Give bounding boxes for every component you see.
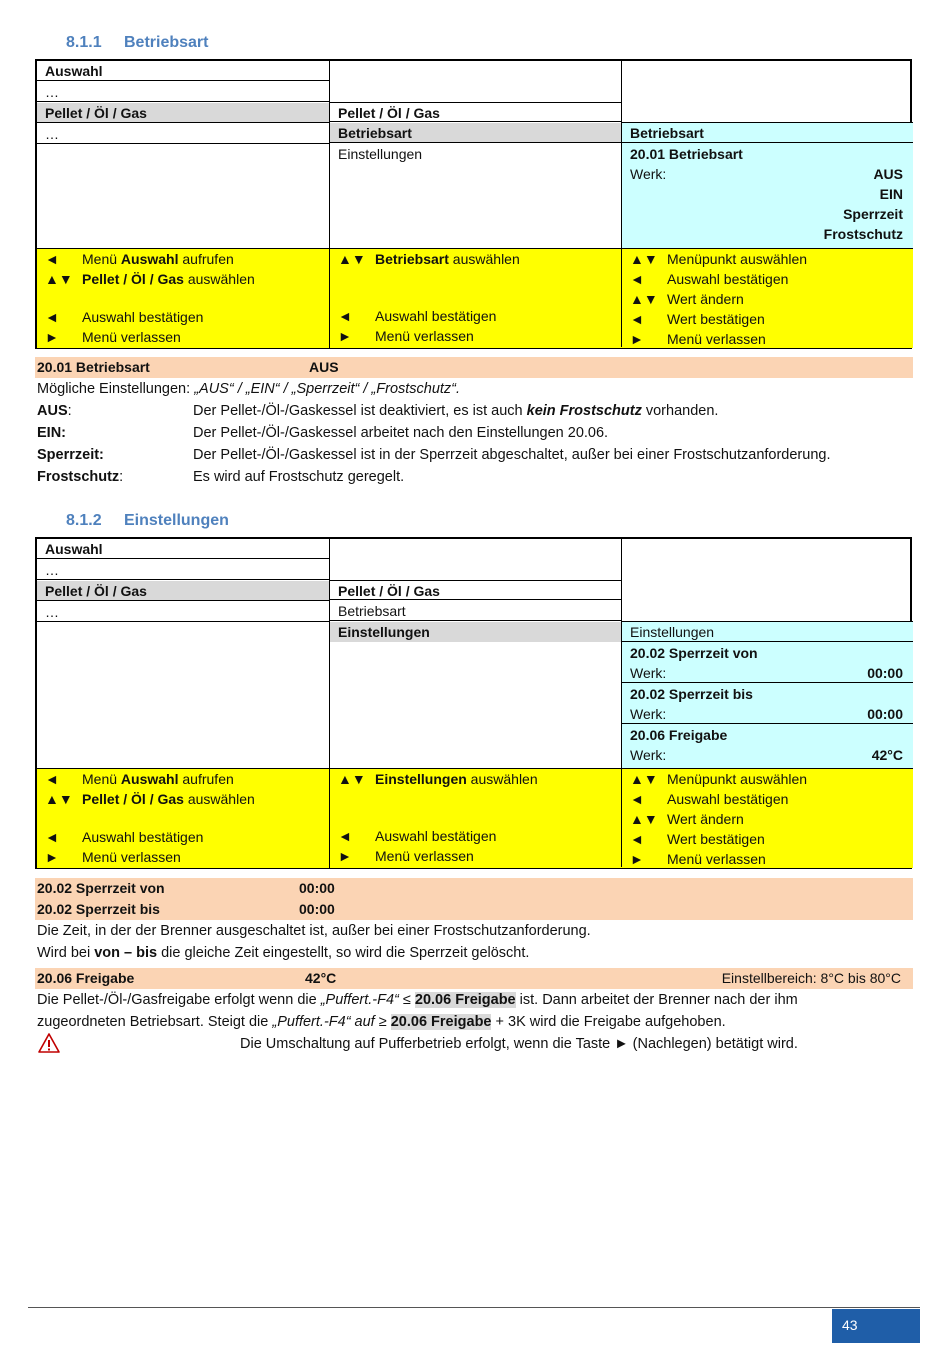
section-number: 8.1.1: [66, 34, 102, 51]
instructions-col-3: [622, 248, 913, 348]
band-row: [37, 899, 913, 920]
menu-item-einstellungen: Einstellungen: [338, 146, 423, 162]
instruction-line: ▲▼ Wert ändern: [630, 291, 744, 307]
parameter-name: 20.02 Sperrzeit bis: [37, 901, 160, 917]
instruction-line: ▲▼ Wert ändern: [630, 811, 744, 827]
parameter-name: 20.02 Sperrzeit bis: [630, 686, 753, 702]
menu-item-pellet-oel-gas: Pellet / Öl / Gas: [330, 580, 622, 600]
instruction-line: ▲▼ Pellet / Öl / Gas auswählen: [45, 271, 255, 287]
parameter-value: 00:00: [299, 880, 335, 896]
menu-column-2: [329, 539, 622, 867]
werk-row: Werk: 42°C: [630, 747, 903, 763]
menu-item-betriebsart: Betriebsart: [330, 601, 622, 621]
menu-table-betriebsart: [35, 59, 912, 349]
option-aus: AUS: [873, 166, 903, 182]
sperrzeit-note: Wird bei von – bis die gleiche Zeit eingestellt, so wird die Sperrzeit gelöscht.: [37, 945, 530, 961]
parameter-value: 00:00: [867, 665, 903, 681]
instructions-col-2: [330, 248, 622, 348]
parameter-value: 00:00: [867, 706, 903, 722]
instruction-line: ► Menü verlassen: [338, 848, 474, 864]
footer-rule: [28, 1307, 920, 1308]
instruction-line: ► Menü verlassen: [630, 851, 766, 867]
parameter-band-betriebsart: [35, 357, 913, 378]
menu-column-1: [37, 61, 329, 347]
instruction-line: ◄ Wert bestätigen: [630, 831, 765, 847]
werk-row: Werk: AUS: [630, 166, 903, 182]
instruction-line: ◄ Auswahl bestätigen: [338, 828, 497, 844]
menu-column-3: [621, 539, 913, 867]
option-frostschutz: Frostschutz: [823, 226, 903, 242]
panel-header: Betriebsart: [622, 123, 913, 143]
parameter-band-sperrzeit: [35, 878, 913, 920]
menu-item-auswahl: Auswahl: [37, 539, 329, 559]
menu-item-einstellungen: Einstellungen: [330, 622, 622, 642]
parameter-panel: [622, 122, 913, 249]
instruction-line: ◄ Auswahl bestätigen: [630, 271, 789, 287]
parameter-name: 20.01 Betriebsart: [37, 359, 150, 375]
menu-item-betriebsart: Betriebsart: [330, 123, 622, 143]
parameter-band-freigabe: [35, 968, 913, 989]
section-heading-betriebsart: [66, 34, 208, 52]
option-sperrzeit: Sperrzeit: [843, 206, 903, 222]
band-row: [37, 878, 913, 899]
definition-frostschutz: Frostschutz: Es wird auf Frostschutz geregelt.: [37, 469, 405, 485]
instruction-line: ▲▼ Menüpunkt auswählen: [630, 771, 808, 787]
werk-row: Werk: 00:00: [622, 704, 913, 724]
panel-header: Einstellungen: [622, 622, 913, 642]
definition-sperrzeit: Sperrzeit: Der Pellet-/Öl-/Gaskessel ist in der Sperrzeit abgeschaltet, außer bei einer Frostschutzanforderung.: [37, 447, 831, 463]
menu-column-2: [329, 61, 622, 347]
instruction-line: ◄ Auswahl bestätigen: [630, 791, 789, 807]
menu-item-auswahl: Auswahl: [37, 61, 329, 81]
definition-ein: EIN: Der Pellet-/Öl-/Gaskessel arbeitet nach den Einstellungen 20.06.: [37, 425, 609, 441]
menu-item-ellipsis: …: [37, 82, 329, 102]
sperrzeit-description: Die Zeit, in der der Brenner ausgeschaltet ist, außer bei einer Frostschutzanforderung.: [37, 923, 591, 939]
instruction-line: ▲▼ Menüpunkt auswählen: [630, 251, 808, 267]
parameter-value: AUS: [309, 359, 339, 375]
instruction-line: ◄ Menü Auswahl aufrufen: [45, 771, 234, 787]
parameter-panel: [622, 621, 913, 769]
menu-column-3: [621, 61, 913, 347]
menu-item-ellipsis: …: [37, 124, 329, 144]
option-row: [622, 184, 913, 204]
instruction-line: ▲▼ Pellet / Öl / Gas auswählen: [45, 791, 255, 807]
instruction-line: ► Menü verlassen: [630, 331, 766, 347]
menu-item-pellet-oel-gas: Pellet / Öl / Gas: [37, 581, 329, 601]
parameter-name: 20.01 Betriebsart: [630, 146, 743, 162]
instructions-col-1: [37, 768, 329, 868]
menu-table-einstellungen: [35, 537, 912, 869]
section-title: Einstellungen: [124, 512, 229, 529]
parameter-name: 20.02 Sperrzeit von: [630, 645, 758, 661]
menu-item-pellet-oel-gas: Pellet / Öl / Gas: [330, 102, 622, 122]
instruction-line: ◄ Auswahl bestätigen: [45, 829, 204, 845]
menu-item-ellipsis: …: [37, 602, 329, 622]
menu-item-ellipsis: …: [37, 560, 329, 580]
menu-column-1: [37, 539, 329, 867]
instructions-col-1: [37, 248, 329, 348]
freigabe-paragraph-line-1: Die Pellet-/Öl-/Gasfreigabe erfolgt wenn die „Puffert.-F4“ ≤ 20.06 Freigabe ist. Dann arbeitet der Brenner nach der ihm: [37, 992, 798, 1008]
warning-icon: [37, 1032, 61, 1054]
page-number: 43: [832, 1309, 920, 1343]
parameter-value: 42°C: [871, 747, 903, 763]
parameter-value: 42°C: [305, 970, 337, 986]
section-number: 8.1.2: [66, 512, 102, 529]
instruction-line: ► Menü verlassen: [45, 849, 181, 865]
parameter-name: 20.02 Sperrzeit von: [37, 880, 165, 896]
instruction-line: ◄ Wert bestätigen: [630, 311, 765, 327]
instruction-line: ◄ Auswahl bestätigen: [45, 309, 204, 325]
instruction-line: ◄ Menü Auswahl aufrufen: [45, 251, 234, 267]
instruction-line: ▲▼ Einstellungen auswählen: [338, 771, 538, 787]
instruction-line: ▲▼ Betriebsart auswählen: [338, 251, 520, 267]
definition-aus: AUS: Der Pellet-/Öl-/Gaskessel ist deaktiviert, es ist auch kein Frostschutz vorhanden.: [37, 403, 719, 419]
werk-row: Werk: 00:00: [622, 663, 913, 683]
section-title: Betriebsart: [124, 34, 209, 51]
instructions-col-2: [330, 768, 622, 868]
instruction-line: ► Menü verlassen: [338, 328, 474, 344]
instructions-col-3: [622, 768, 913, 868]
option-ein: EIN: [879, 186, 903, 202]
parameter-name: 20.06 Freigabe: [37, 970, 135, 986]
option-row: [622, 224, 913, 244]
warning-text: Die Umschaltung auf Pufferbetrieb erfolgt, wenn die Taste ► (Nachlegen) betätigt wird.: [240, 1036, 798, 1052]
section-heading-einstellungen: [66, 512, 229, 530]
instruction-line: ► Menü verlassen: [45, 329, 181, 345]
possible-settings: Mögliche Einstellungen: „AUS“ / „EIN“ / „Sperrzeit“ / „Frostschutz“.: [37, 381, 461, 397]
parameter-value: 00:00: [299, 901, 335, 917]
parameter-name: 20.06 Freigabe: [630, 727, 728, 743]
freigabe-paragraph-line-2: zugeordneten Betriebsart. Steigt die „Puffert.-F4“ auf ≥ 20.06 Freigabe + 3K wird die Freigabe aufgehoben.: [37, 1014, 726, 1030]
option-row: [622, 204, 913, 224]
setting-range: Einstellbereich: 8°C bis 80°C: [721, 970, 901, 986]
instruction-line: ◄ Auswahl bestätigen: [338, 308, 497, 324]
menu-item-pellet-oel-gas: Pellet / Öl / Gas: [37, 103, 329, 123]
